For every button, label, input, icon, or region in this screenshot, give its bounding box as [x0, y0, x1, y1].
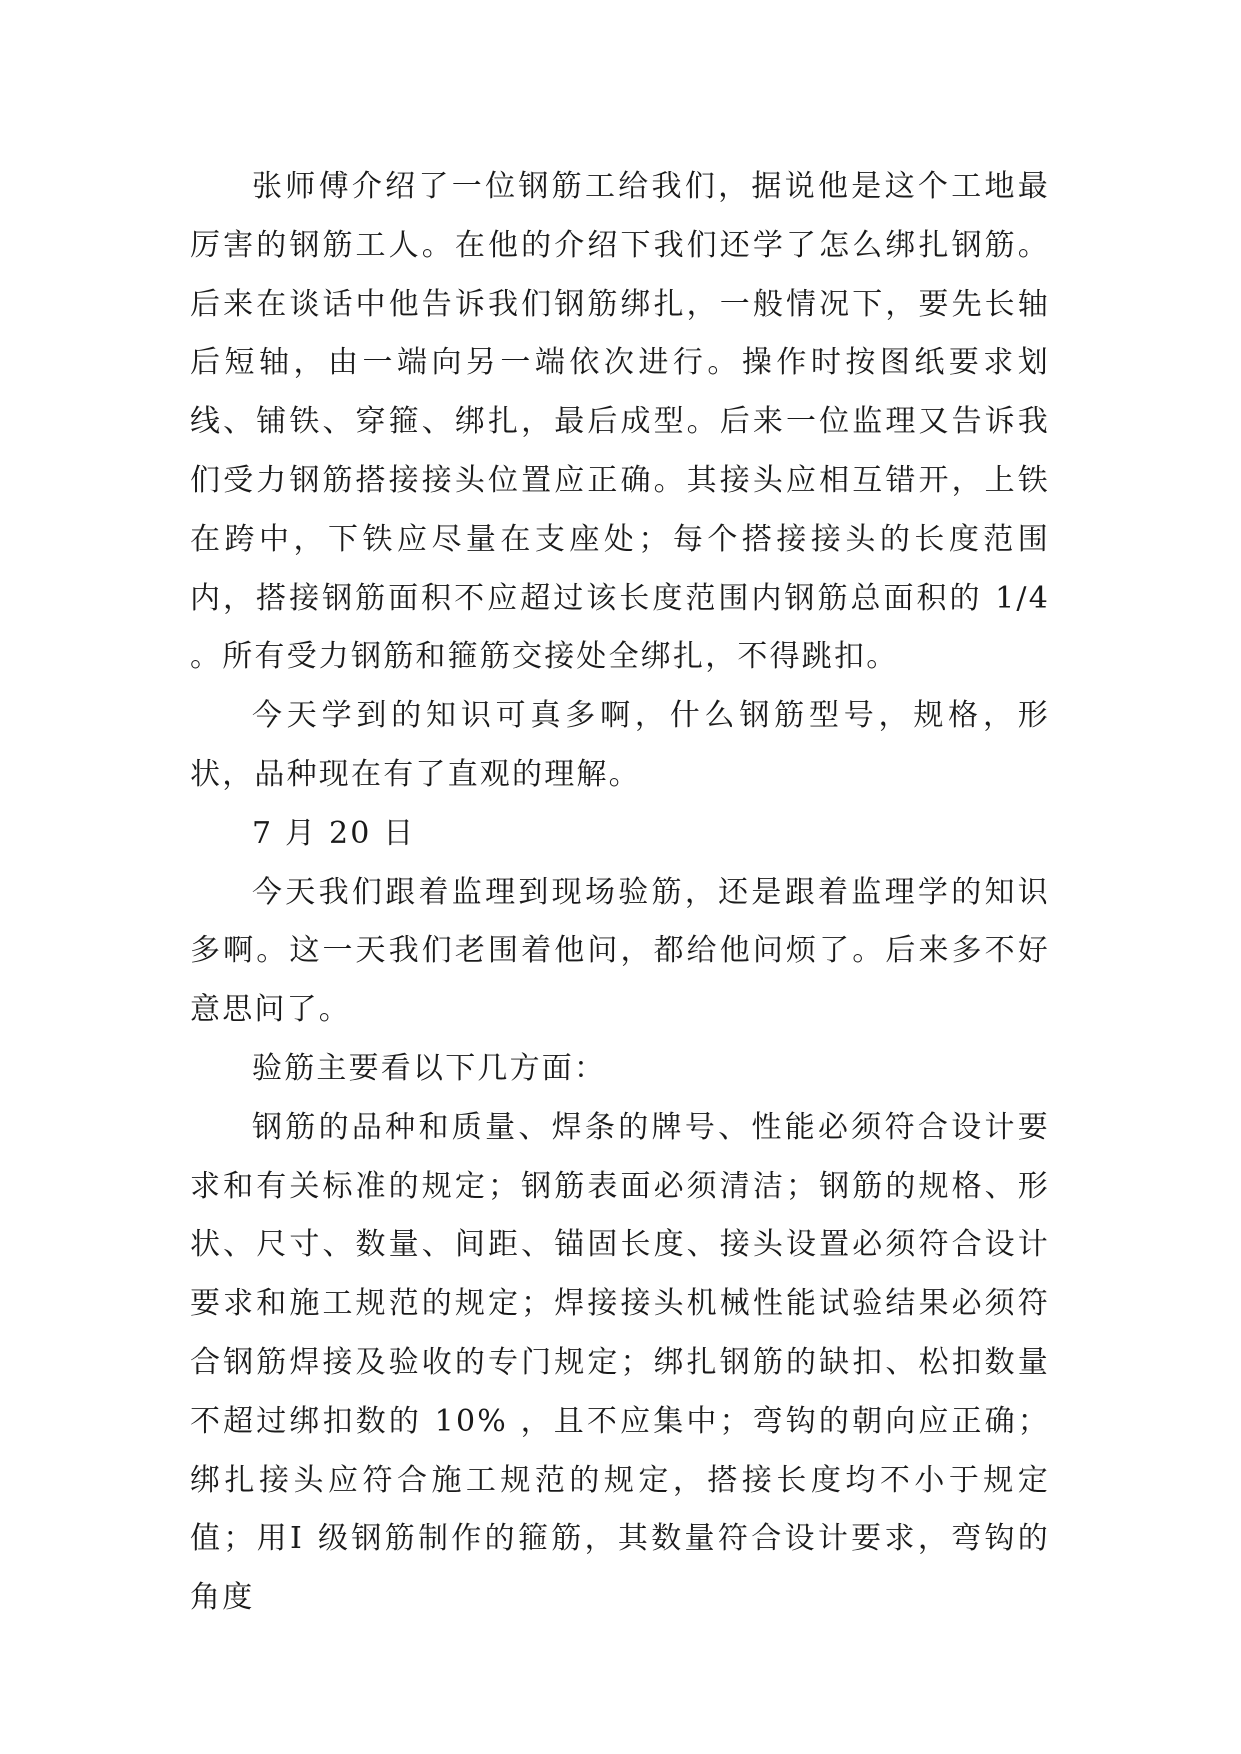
paragraph-inspection-intro: 验筋主要看以下几方面： — [252, 1050, 607, 1086]
paragraph-inspection-criteria: 钢筋的品种和质量、焊条的牌号、性能必须符合设计要求和有关标准的规定；钢筋表面必须清洁；钢筋的规格、形状、尺寸、数量、间距、锚固长度、接头设置必须符合设计要求和施工规范的规定；焊接接头机械性能试验结果必须符合钢筋焊接及验收的专门规定；绑扎钢筋的缺扣、松扣数量不超过绑扣数的 10% ，且不应集中；弯钩的朝向应正确；绑扎接头应符合施工规范的规定，搭接长度均不小于规定值；用Ⅰ 级钢筋制作的箍筋，其数量符合设计要求，弯钩的角度 — [190, 1109, 1050, 1616]
paragraph-rebar-binding: 张师傅介绍了一位钢筋工给我们，据说他是这个工地最厉害的钢筋工人。在他的介绍下我们还学了怎么绑扎钢筋。后来在谈话中他告诉我们钢筋绑扎，一般情况下，要先长轴后短轴，由一端向另一端依次进行。操作时按图纸要求划线、铺铁、穿箍、绑扎，最后成型。后来一位监理又告诉我们受力钢筋搭接接头位置应正确。其接头应相互错开，上铁在跨中，下铁应尽量在支座处；每个搭接接头的长度范围内，搭接钢筋面积不应超过该长度范围内钢筋总面积的 1/4 。所有受力钢筋和箍筋交接处全绑扎，不得跳扣。 — [190, 169, 1050, 675]
body-text — [190, 158, 1050, 1628]
paragraph-site-inspection: 今天我们跟着监理到现场验筋，还是跟着监理学的知识多啊。这一天我们老围着他问，都给他问烦了。后来多不好意思问了。 — [190, 874, 1050, 1028]
date-heading: 7 月 20 日 — [252, 815, 416, 851]
paragraph-learned-today: 今天学到的知识可真多啊，什么钢筋型号，规格，形状，品种现在有了直观的理解。 — [190, 698, 1050, 792]
